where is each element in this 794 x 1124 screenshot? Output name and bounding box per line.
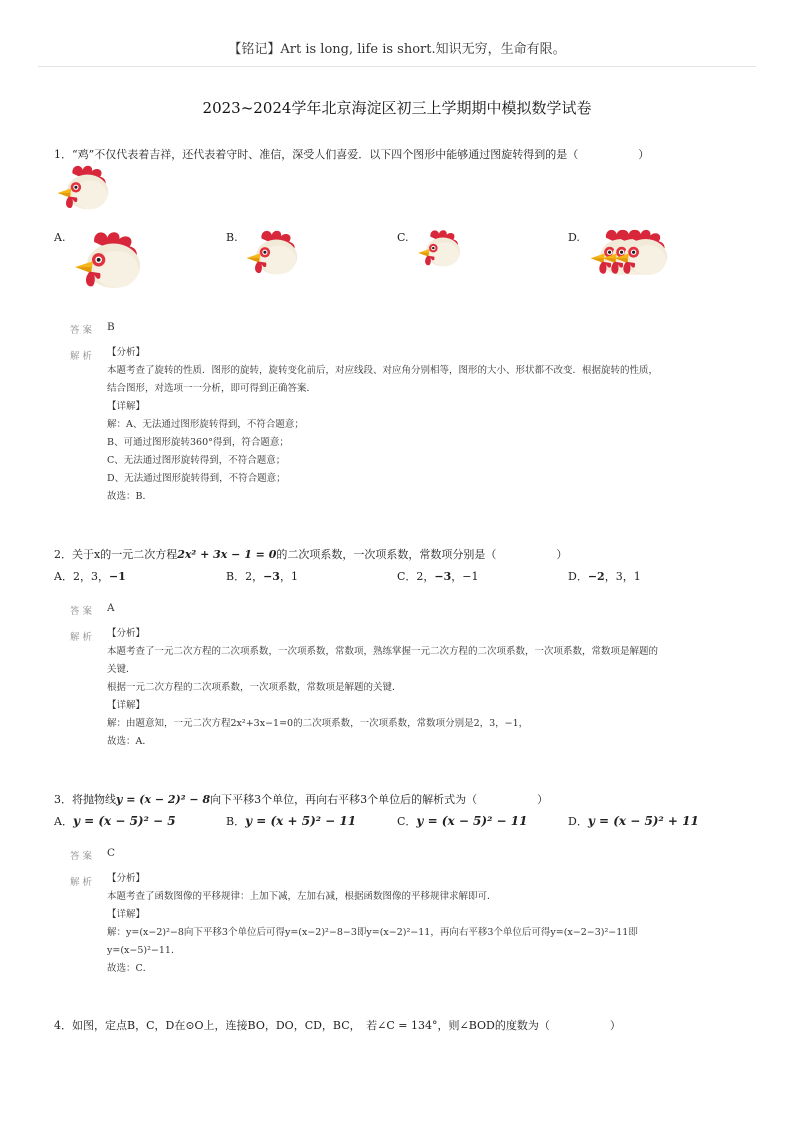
q2-exp-line: 解：由题意知，一元二次方程2x²+3x−1=0的二次项系数，一次项系数，常数项分别是2，3，−1， xyxy=(107,718,529,729)
question-2-stem xyxy=(54,546,567,562)
q2-option-math: −2 xyxy=(587,570,605,583)
question-3-function: y = (x − 2)² − 8 xyxy=(116,793,211,806)
q3-exp-line: 【详解】 xyxy=(107,909,146,920)
q2-explanation xyxy=(107,625,719,751)
q1-option-c-label: C. xyxy=(397,231,409,244)
q2-option-tail: ，−1 xyxy=(451,570,479,583)
q2-analysis-label: 解析 xyxy=(70,632,96,643)
q3-option-d xyxy=(568,813,699,829)
question-4-stem xyxy=(54,1017,621,1033)
q3-option-letter: B． xyxy=(226,815,246,828)
q1-exp-line: B、可通过图形旋转360°得到，符合题意； xyxy=(107,437,289,448)
q1-option-d-label: D. xyxy=(568,231,580,244)
q2-exp-line: 【详解】 xyxy=(107,700,146,711)
q2-option-text: 2， xyxy=(416,570,435,583)
q2-option-text: 2，3， xyxy=(72,570,109,583)
q2-exp-line: 【分析】 xyxy=(107,628,146,639)
page-motto: 【铭记】Art is long, life is short.知识无穷，生命有限。 xyxy=(228,42,566,57)
q3-option-math: y = (x − 5)² + 11 xyxy=(587,814,699,828)
q2-option-letter: B． xyxy=(226,570,246,583)
header-divider xyxy=(38,66,756,67)
q3-option-letter: A． xyxy=(54,815,73,828)
q2-answer-label: 答案 xyxy=(70,606,96,617)
q3-exp-line: y=(x−5)²−11． xyxy=(107,945,181,956)
question-1-stem xyxy=(54,146,649,162)
q2-answer-value: A xyxy=(107,602,115,614)
q3-exp-line: 解：y=(x−2)²−8向下平移3个单位后可得y=(x−2)²−8−3即y=(x−2)²−11，再向右平移3个单位后可得y=(x−2−3)²−11即 xyxy=(107,927,638,938)
q2-exp-line: 本题考查了一元二次方程的二次项系数，一次项系数，常数项，熟练掌握一元二次方程的二次项系数，一次项系数，常数项是解题的 xyxy=(107,646,659,657)
question-2-text-post: 的二次项系数，一次项系数，常数项分别是（ xyxy=(276,548,497,561)
q1-exp-line: 结合图形，对选项一一分析，即可得到正确答案． xyxy=(107,383,317,394)
question-4-text: 4．如图，定点B，C，D在⊙O上，连接BO，DO，CD，BC， 若∠C = 134°，则∠BOD的度数为（ xyxy=(54,1019,550,1032)
q2-option-d xyxy=(568,568,641,584)
question-4-close-paren: ） xyxy=(609,1019,621,1032)
question-3-close-paren: ） xyxy=(537,793,549,806)
q3-option-math: y = (x + 5)² − 11 xyxy=(245,814,357,828)
q2-option-b xyxy=(226,568,298,584)
q2-option-text: 2， xyxy=(245,570,264,583)
q2-option-letter: D． xyxy=(568,570,588,583)
q2-option-math: −3 xyxy=(434,570,452,583)
q2-exp-line: 关键． xyxy=(107,664,136,675)
q1-exp-line: 【详解】 xyxy=(107,401,146,412)
q3-answer-label: 答案 xyxy=(70,851,96,862)
rooster-option-a-icon xyxy=(72,226,146,298)
q1-exp-line: 解：A、无法通过图形旋转得到，不符合题意； xyxy=(107,419,304,430)
q2-option-c xyxy=(397,568,479,584)
q1-explanation xyxy=(107,344,719,506)
question-3-text-post: 向下平移3个单位，再向右平移3个单位后的解析式为（ xyxy=(210,793,478,806)
q1-option-b-label: B. xyxy=(226,231,238,244)
q2-option-math: −1 xyxy=(108,570,126,583)
rooster-option-b-icon xyxy=(244,228,302,280)
q3-exp-line: 【分析】 xyxy=(107,873,146,884)
q3-option-b xyxy=(226,813,356,829)
q3-option-letter: C． xyxy=(397,815,417,828)
q2-option-math: −3 xyxy=(263,570,280,583)
q3-option-math: y = (x − 5)² − 5 xyxy=(72,814,176,828)
q3-option-a xyxy=(54,813,176,829)
q1-exp-line: 故选：B． xyxy=(107,491,152,502)
question-3-text-pre: 3．将抛物线 xyxy=(54,793,116,806)
rooster-original-icon xyxy=(55,163,113,215)
q3-option-math: y = (x − 5)² − 11 xyxy=(416,814,528,828)
question-1-text: 1．“鸡”不仅代表着吉祥，还代表着守时、准信，深受人们喜爱．以下四个图形中能够通过图旋转得到的是（ xyxy=(54,148,579,161)
q2-option-letter: A． xyxy=(54,570,73,583)
q3-analysis-label: 解析 xyxy=(70,877,96,888)
q1-exp-line: D、无法通过图形旋转得到，不符合题意； xyxy=(107,473,286,484)
q1-answer-value: B xyxy=(107,321,115,333)
question-2-equation: 2x² + 3x − 1 = 0 xyxy=(177,548,277,561)
exam-title: 2023~2024学年北京海淀区初三上学期期中模拟数学试卷 xyxy=(202,99,592,117)
question-2-close-paren: ） xyxy=(556,548,568,561)
question-1-close-paren: ） xyxy=(638,148,650,161)
q2-option-tail: ，3，1 xyxy=(604,570,641,583)
q1-exp-line: C、无法通过图形旋转得到，不符合题意； xyxy=(107,455,286,466)
q2-exp-line: 故选：A． xyxy=(107,736,152,747)
rooster-option-d-icon-3 xyxy=(612,226,672,282)
q2-exp-line: 根据一元二次方程的二次项系数，一次项系数，常数项是解题的关键． xyxy=(107,682,402,693)
question-3-stem xyxy=(54,791,548,807)
rooster-option-c-icon xyxy=(416,228,464,271)
question-2-text-pre: 2．关于x的一元二次方程 xyxy=(54,548,178,561)
q3-option-c xyxy=(397,813,527,829)
q2-option-tail: ，1 xyxy=(279,570,298,583)
q2-option-a xyxy=(54,568,126,584)
q2-option-letter: C． xyxy=(397,570,417,583)
q3-explanation xyxy=(107,870,719,978)
q1-exp-line: 本题考查了旋转的性质．图形的旋转，旋转变化前后，对应线段、对应角分别相等，图形的大小、形状都不改变．根据旋转的性质， xyxy=(107,365,659,376)
q1-option-a-label: A. xyxy=(54,231,66,244)
q1-analysis-label: 解析 xyxy=(70,351,96,362)
q3-exp-line: 本题考查了函数图像的平移规律：上加下减，左加右减，根据函数图像的平移规律求解即可． xyxy=(107,891,497,902)
q3-exp-line: 故选：C． xyxy=(107,963,153,974)
q1-exp-line: 【分析】 xyxy=(107,347,146,358)
q3-answer-value: C xyxy=(107,847,116,859)
q3-option-letter: D． xyxy=(568,815,588,828)
q1-answer-label: 答案 xyxy=(70,325,96,336)
